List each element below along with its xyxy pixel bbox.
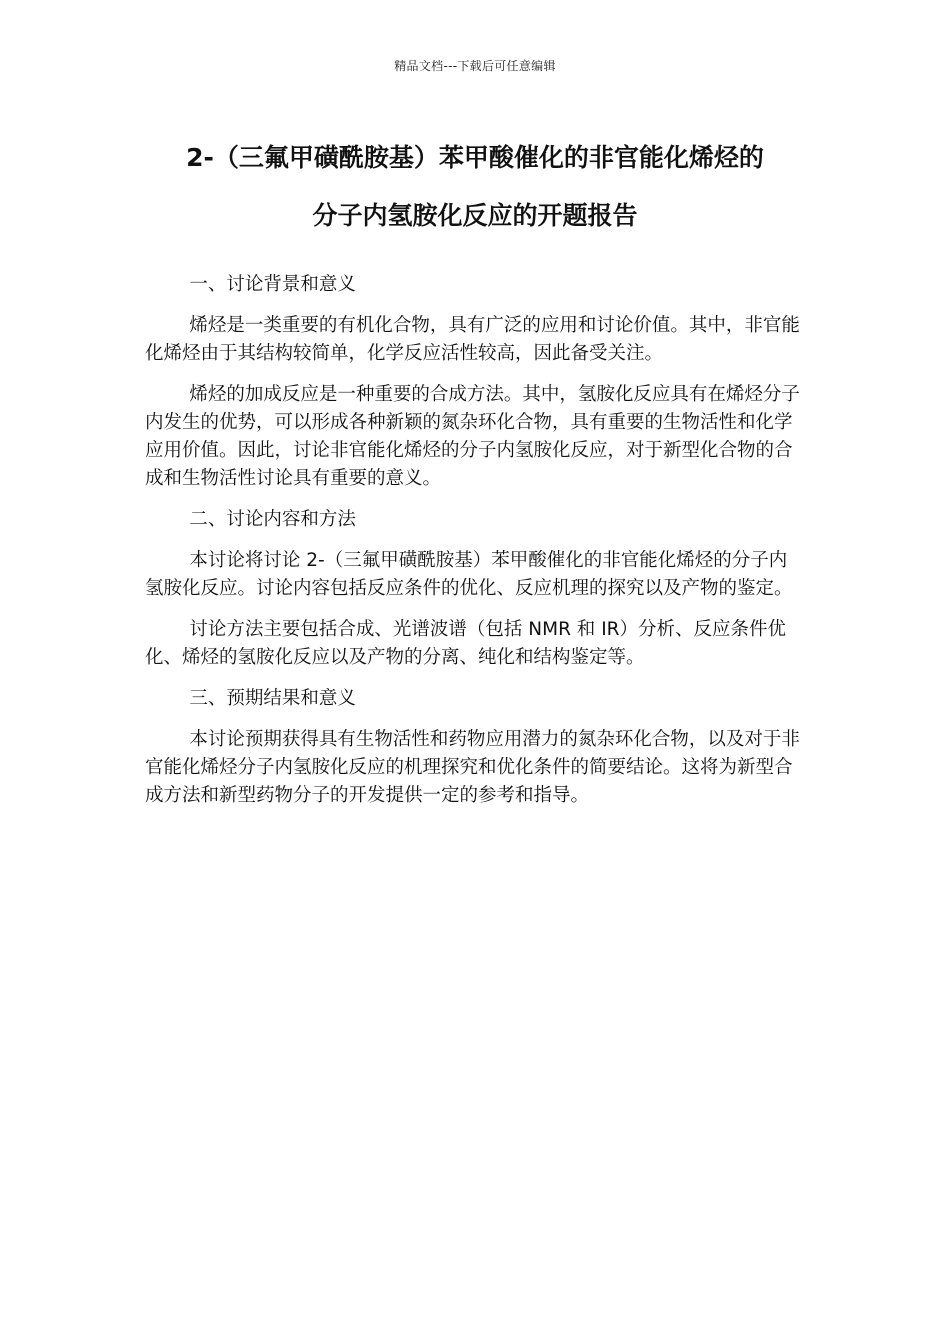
- page-title-line-1: 2-（三氟甲磺酰胺基）苯甲酸催化的非官能化烯烃的: [186, 143, 764, 172]
- document-body: [145, 271, 805, 823]
- section-heading-expected-results: 三、预期结果和意义: [189, 688, 356, 709]
- page-title-line-2: 分子内氢胺化反应的开题报告: [312, 201, 638, 230]
- paragraph-expected-results-1: 本讨论预期获得具有生物活性和药物应用潜力的氮杂环化合物，以及对于非官能化烯烃分子内氢胺化反应的机理探究和优化条件的简要结论。这将为新型合成方法和新型药物分子的开发提供一定的参考和指导。: [145, 729, 800, 806]
- header-note: 精品文档---下载后可任意编辑: [394, 59, 556, 73]
- paragraph-background-2: 烯烃的加成反应是一种重要的合成方法。其中，氢胺化反应具有在烯烃分子内发生的优势，可以形成各种新颖的氮杂环化合物，具有重要的生物活性和化学应用价值。因此，讨论非官能化烯烃的分子内氢胺化反应，对于新型化合物的合成和生物活性讨论具有重要的意义。: [145, 384, 800, 489]
- paragraph-background-1: 烯烃是一类重要的有机化合物，具有广泛的应用和讨论价值。其中，非官能化烯烃由于其结构较简单，化学反应活性较高，因此备受关注。: [145, 315, 800, 364]
- paragraph-methods-2: 讨论方法主要包括合成、光谱波谱（包括 NMR 和 IR）分析、反应条件优化、烯烃的氢胺化反应以及产物的分离、纯化和结构鉴定等。: [145, 619, 787, 668]
- section-heading-methods: 二、讨论内容和方法: [189, 509, 356, 530]
- section-heading-background: 一、讨论背景和意义: [189, 274, 356, 295]
- paragraph-methods-1: 本讨论将讨论 2-（三氟甲磺酰胺基）苯甲酸催化的非官能化烯烃的分子内氢胺化反应。讨论内容包括反应条件的优化、反应机理的探究以及产物的鉴定。: [145, 550, 793, 599]
